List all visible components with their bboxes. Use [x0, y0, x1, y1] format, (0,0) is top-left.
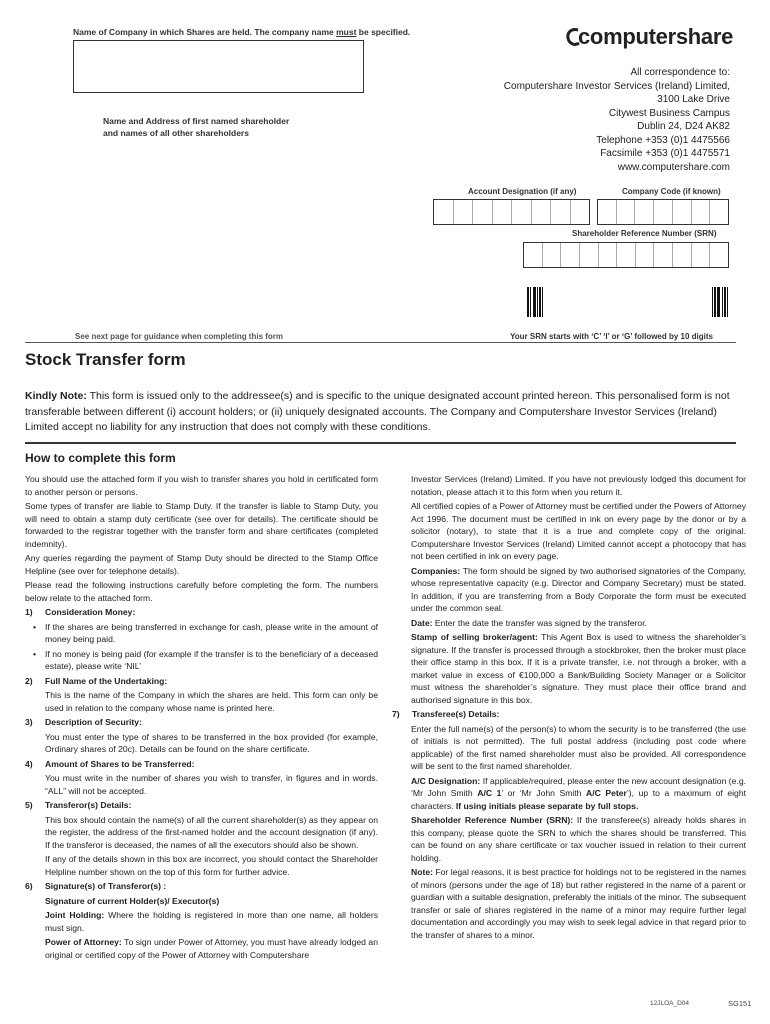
- section-4-heading: 4) Amount of Shares to be Transferred:: [25, 758, 195, 769]
- list-item: • If no money is being paid (for example if the transfer is to the beneficiary of a deceased estate), please write ‘NIL’: [33, 648, 378, 671]
- list-item: • If the shares are being transferred in exchange for cash, please write in the amount of money being paid.: [33, 621, 378, 644]
- srn-input[interactable]: [523, 242, 729, 268]
- account-designation-input[interactable]: [433, 199, 590, 225]
- correspondence-address: All correspondence to: Computershare Investor Services (Ireland) Limited, 3100 Lake Drive Citywest Business Campus Dublin 24, D24 AK82 Telephone +353 (0)1 4475566 Facsimile +353 (0)1 4475571 www.computershare.com: [503, 67, 730, 173]
- company-code-input[interactable]: [597, 199, 729, 225]
- section-5-heading: 5) Transferor(s) Details:: [25, 800, 132, 810]
- account-designation-label: Account Designation (if any): [468, 187, 577, 196]
- instructions-left-column: You should use the attached form if you wish to transfer shares you hold in certificated form to another person or persons. Some types of transfer are liable to Stamp Duty. If the transfer is liable to Stamp Duty, you will need to obtain a stamp duty certificate (see over for details). The certificate should be forwarded to the registrar together with the transfer form and share certificates (completed indemnity). Any queries regarding the payment of Stamp Duty should be directed to the Stamp Office Helpline (see over for telephone details). Please read the following instructions carefully before completing the form. The numbers below relate to the attached form. 1) Consideration Money: • If the shares are being transferred in exchange for cash, please write in the amount of money being paid. • If no money is being paid (for example if the transfer is to the beneficiary of a deceased estate), please write ‘NIL’ 2) Full Name of the Undertaking: This is the name of the Company in which the shares are held. This form can only be used in relation to the company whose name is printed here. 3) Description of Security: You must enter the type of shares to be transferred in the box provided (for example, Ordinary shares of 20c). Details can be found on the share certificate. 4) Amount of Shares to be Transferred: You must write in the number of shares you wish to transfer, in figures and in words. “ALL” will not be accepted. 5) Transferor(s) Details: This box should contain the name(s) of all the current shareholder(s) as they appear on the register, the address of the first-named holder and the account designation (if any). If the transferor is deceased, the names of all the executors should also be shown. If any of the details shown in this box are incorrect, you should contact the Shareholder Helpline number shown on the top of this form for further advice. 6) Signature(s) of Transferor(s) : Signature of current Holder(s)/ Executor(s) Joint Holding: Where the holding is registered in more than one name, all holders must sign. Power of Attorney: To sign under Power of Attorney, you must have already lodged an original or certified copy of the Power of Attorney with Computershare: [25, 474, 378, 960]
- guidance-note: See next page for guidance when completing this form: [75, 332, 284, 341]
- page-title: Stock Transfer form: [25, 350, 186, 369]
- how-to-heading: How to complete this form: [25, 451, 176, 465]
- section-3-heading: 3) Description of Security:: [25, 717, 142, 727]
- section-7-heading: 7) Transferee(s) Details:: [392, 709, 500, 719]
- instructions-right-column: Investor Services (Ireland) Limited. If you have not previously lodged this document for notation, please attach it to this form when you return it. All certified copies of a Power of Attorney must be certified under the Powers of Attorney Act 1996. The document must be certified in ink on every page by the donor or by a solicitor (notary), to state that it is a true and complete copy of the original. Computershare Investor Services (Ireland) Limited cannot accept a photocopy that has not been certified in ink on every page. Companies: The form should be signed by two authorised signatories of the Company, whose representative capacity (e.g. Director and Company Secretary) must be stated. In addition, if you are transferring from a Body Corporate the form must be executed under the common seal. Date: Enter the date the transfer was signed by the transferor. Stamp of selling broker/agent: This Agent Box is used to witness the shareholder’s signature. If the transfer is processed through a stockbroker, then the broker must place their office stamp in this box. If it is a private transfer, i.e. not through a broker, with a market value in excess of €100,000 a Bank/Building Society Manager or a Solicitor must witness the shareholder’s signature. They must place their office brand and authorised signature in this box. 7) Transferee(s) Details: Enter the full name(s) of the person(s) to whom the security is to be transferred (the use of initials is not permitted). The full postal address (including post code where applicable) of the first named shareholder must also be provided. All correspondence will be sent to the first named shareholder. A/C Designation: If applicable/required, please enter the new account designation (e.g. ‘Mr John Smith A/C 1’ or ‘Mr John Smith A/C Peter’), up to a maximum of eight characters. If using initials please separate by full stops. Shareholder Reference Number (SRN): If the transferee(s) already holds shares in this company, please quote the SRN to which the shares should be transferred. This can be found on any share certificate or tax voucher issued in relation to their current holding. Note: For legal reasons, it is best practice for holdings not to be registered in the names of minors (persons under the age of 18) but rather registered in the name of a parent or guardian with a suitable designation, preferably the initials of the minor. The subsequent transfer or sale of shares registered in the name of a minor may require further legal documentation and accordingly you may wish to seek legal advice in that regard prior to the transfer of shares to a minor.: [392, 474, 747, 940]
- divider: [25, 342, 736, 343]
- footer-code: 12JLOA_D04: [650, 1000, 690, 1007]
- srn-format-note: Your SRN starts with ‘C’ ‘I’ or ‘G’ followed by 10 digits: [510, 332, 713, 341]
- barcode-right: [712, 287, 728, 317]
- section-2-heading: 2) Full Name of the Undertaking:: [25, 675, 168, 686]
- footer-form-id: SG151: [728, 999, 752, 1008]
- barcode-left: [527, 287, 543, 317]
- company-name-box[interactable]: [73, 40, 364, 93]
- shareholder-address-label: Name and Address of first named shareholder and names of all other shareholders: [103, 116, 290, 138]
- computershare-logo: computershare: [566, 24, 733, 50]
- srn-label: Shareholder Reference Number (SRN): [572, 229, 717, 238]
- kindly-note: Kindly Note: This form is issued only to the addressee(s) and is specific to the unique designated account printed hereon. This personalised form is not transferable between different (i) account holders; or (ii) uniquely designated accounts. The Company and Computershare Investor Services (Ireland) Limited accept no liability for any instruction that does not comply with these conditions.: [25, 390, 730, 433]
- section-1-heading: 1) Consideration Money:: [25, 607, 136, 617]
- company-name-label: Name of Company in which Shares are held. The company name must be specified.: [73, 27, 411, 37]
- section-6-heading: 6) Signature(s) of Transferor(s) :: [25, 881, 167, 891]
- company-code-label: Company Code (if known): [622, 187, 721, 196]
- divider-thick: [25, 442, 736, 444]
